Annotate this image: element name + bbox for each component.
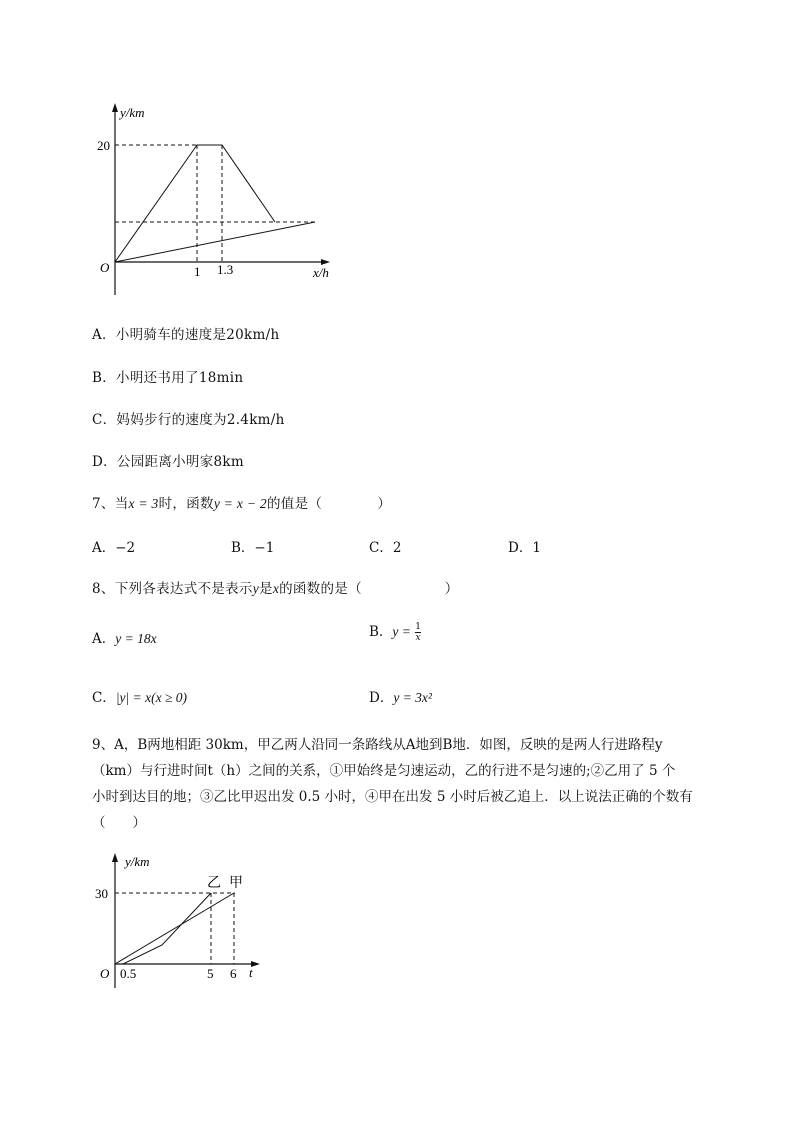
q8-mid: 是 [259,581,273,597]
q8-c-expr: |y| = x(x ≥ 0) [115,690,188,705]
q8-d-expr: y = 3x² [393,690,432,705]
graph1-y-tick-20: 20 [97,138,110,153]
q8-b-numerator: 1 [415,622,421,632]
distance-time-graph-1 [97,100,350,300]
graph1-bike-line [115,145,275,262]
q6-option-b[interactable]: B．小明还书用了18min [92,370,244,386]
q9-line-3: 小时到达目的地；③乙比甲迟出发 0.5 小时，④甲在出发 5 小时后被乙追上．以上说法正确的个数有 [92,789,693,805]
graph2-yi-line [123,893,211,964]
q8-b-lhs: y = [392,624,411,639]
q7-option-a[interactable]: A．−2 [92,540,136,556]
q7-option-b[interactable]: B．−1 [231,540,275,556]
graph2-x-tick-05: 0.5 [120,966,137,981]
q7-mid: 时，函数 [158,496,214,512]
distance-time-graph-2 [95,850,275,995]
q8-var-x: x [272,581,280,596]
q8-option-d[interactable] [369,686,432,706]
q8-option-b[interactable] [369,620,421,643]
graph2-x-label: t [249,965,253,980]
q8-option-c[interactable] [92,686,187,706]
graph2-x-tick-5: 5 [207,966,214,981]
q7-function: y = x − 2 [213,496,267,511]
q6-option-c[interactable]: C．妈妈步行的速度为2.4km/h [92,412,285,428]
q7-suffix: 的值是（ ） [266,496,392,512]
q7-option-c[interactable]: C．2 [369,540,402,556]
q8-b-fraction [415,622,421,643]
q7-prefix: 7、当 [92,496,129,512]
graph2-y-tick-30: 30 [95,886,108,901]
q8-a-expr: y = 18x [115,631,157,646]
graph2-y-label: y/km [125,854,150,869]
q6-option-d[interactable]: D．公园距离小明家8km [92,454,244,470]
q9-line-1: 9、A，B两地相距 30km，甲乙两人沿同一条路线从A地到B地．如图，反映的是两人行进路程y [92,737,663,753]
q8-a-label: A． [92,631,116,647]
graph1-x-tick-1: 1 [194,264,201,279]
graph2-x-tick-6: 6 [230,966,237,981]
q7-stem [92,492,391,512]
q9-line-2: （km）与行进时间t（h）之间的关系，①甲始终是匀速运动，乙的行进不是匀速的;②乙用了 5 个 [92,763,676,779]
graph2-series-jia: 甲 [229,876,243,891]
graph1-x-tick-13: 1.3 [217,262,234,277]
q8-var-y: y [252,581,259,596]
graph2-series-yi: 乙 [207,876,221,891]
graph1-y-arrow [112,103,118,112]
q7-option-d[interactable]: D．1 [508,540,541,556]
q8-prefix: 8、下列各表达式不是表示 [92,581,253,597]
q8-stem [92,577,459,597]
graph1-walk-line [115,222,315,262]
q8-c-label: C． [92,690,116,706]
q8-option-a[interactable] [92,627,157,647]
q9-stem [92,732,724,836]
q8-suffix: 的函数的是（ ） [279,581,459,597]
graph2-y-arrow [112,853,118,862]
graph1-origin: O [100,260,110,275]
graph2-origin: O [100,966,110,981]
q7-condition: x = 3 [128,496,159,511]
graph2-jia-line [115,893,234,964]
graph1-x-label: x/h [313,265,329,280]
q6-option-a[interactable]: A．小明骑车的速度是20km/h [92,327,280,343]
q8-d-label: D． [369,690,394,706]
q9-line-4: （ ） [92,815,146,831]
q8-b-denominator: x [415,633,421,643]
graph1-y-label: y/km [120,105,145,120]
q8-b-label: B． [369,624,393,640]
